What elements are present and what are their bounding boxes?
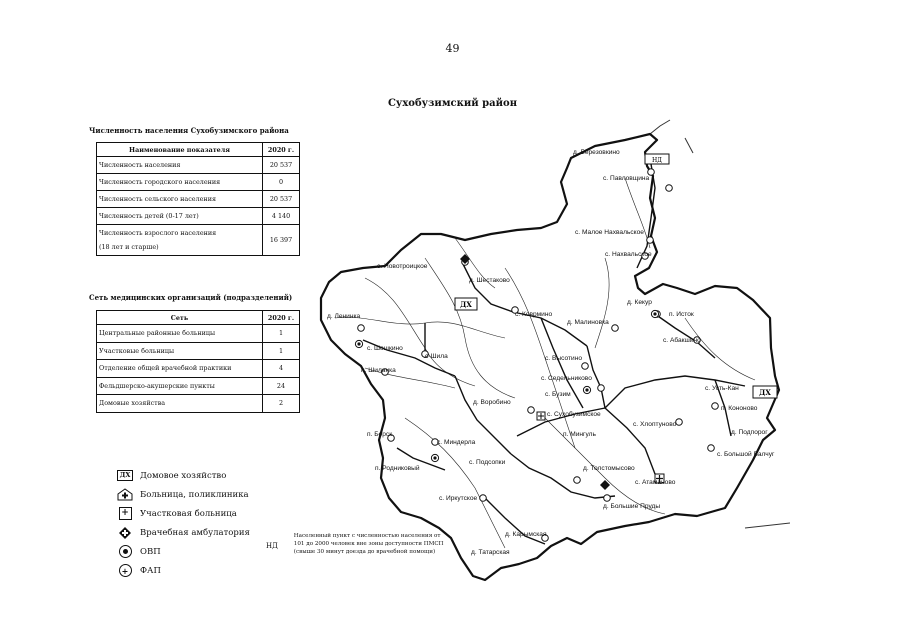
map-box-nd — [645, 154, 669, 164]
row-label: Фельдшерско-акушерские пункты — [97, 377, 263, 395]
settlement-label: с. Малое Нахвальское — [575, 229, 644, 236]
settlement-label: п. Борск — [367, 431, 393, 438]
note-symbol: НД — [266, 542, 278, 550]
settlement-label: д. Шестаково — [469, 277, 510, 284]
settlement-label: с. Сухобузимское — [547, 411, 601, 418]
table-row — [97, 191, 300, 208]
table-row — [97, 225, 300, 256]
row-value: 1 — [263, 342, 300, 360]
settlement-label: с. Высотино — [545, 355, 583, 362]
row-label: Численность городского населения — [97, 174, 263, 191]
row-label: Домовые хозяйства — [97, 395, 263, 413]
settlement-label: с. Подсопки — [469, 459, 506, 466]
row-label: Численность населения — [97, 157, 263, 174]
row-value: 20 537 — [263, 157, 300, 174]
page-number: 49 — [445, 42, 460, 55]
row-value: 1 — [263, 325, 300, 343]
settlement-label: п. Шиланка — [361, 367, 396, 374]
row-value: 24 — [263, 377, 300, 395]
settlement-label: д. Большие Пруды — [603, 503, 661, 510]
svg-text:НД: НД — [651, 157, 663, 164]
legend-label: Врачебная амбулатория — [140, 527, 250, 538]
row-value: 2 — [263, 395, 300, 413]
ovp-symbols — [355, 310, 658, 461]
table-row — [97, 174, 300, 191]
ovp-icon — [119, 545, 132, 558]
settlement-label: п. Исток — [669, 311, 694, 318]
settlement-label: с. Новотроицкое — [377, 263, 428, 270]
row-label: Численность сельского населения — [97, 191, 263, 208]
table-row — [97, 325, 300, 343]
legend-label: Домовое хозяйство — [140, 470, 227, 481]
settlement-label: с. Седельниково — [541, 375, 592, 382]
settlement-label: с. Бузим — [545, 391, 571, 398]
settlement-label: п. Кононово — [721, 405, 758, 412]
table-header: 2020 г. — [263, 143, 300, 157]
row-label: Численность взрослого населения (18 лет и старше) — [97, 225, 263, 256]
settlement-label: д. Подпорог — [731, 429, 768, 436]
row-value: 20 537 — [263, 191, 300, 208]
settlement-label: с-Шила — [425, 353, 448, 360]
map-legend — [114, 466, 250, 580]
map-box-dx-2 — [753, 386, 777, 398]
rivers — [335, 178, 755, 548]
settlement-label: д. Березовкино — [573, 149, 620, 156]
legend-label: ОВП — [140, 546, 161, 557]
settlement-label: д. Татарская — [471, 549, 510, 556]
table-row — [97, 157, 300, 174]
note-text: Населенный пункт с численностью населения от 101 до 2000 человек вне зоны доступности ПМСП (свыше 30 минут доезда до врачебной помощи) — [293, 533, 444, 555]
external-boundary — [650, 120, 790, 528]
row-value: 4 — [263, 360, 300, 378]
settlement-label: с. Усть-Кан — [705, 385, 739, 392]
legend-item — [114, 542, 250, 561]
settlement-label: д. Малиновка — [567, 319, 609, 326]
settlement-label: д. Толстомысово — [583, 465, 635, 472]
settlement-label: д. Карымская — [505, 531, 547, 538]
table-row — [97, 208, 300, 225]
row-label: Численность детей (0-17 лет) — [97, 208, 263, 225]
row-label: Отделение общей врачебной практики — [97, 360, 263, 378]
settlement-label: с. Иркутское — [439, 495, 478, 502]
table-row — [97, 342, 300, 360]
district-hospital-icon: + — [119, 507, 132, 520]
legend-item — [114, 523, 250, 542]
population-table — [96, 142, 300, 256]
legend-label: Участковая больница — [140, 508, 237, 519]
table-header: 2020 г. — [263, 311, 300, 325]
settlement-label: с. Хлоптуново — [633, 421, 677, 428]
row-value: 0 — [263, 174, 300, 191]
house-box-icon: ДХ — [117, 470, 134, 481]
legend-item — [114, 504, 250, 523]
table-header: Наименование показателя — [97, 143, 263, 157]
row-label: Центральные районные больницы — [97, 325, 263, 343]
settlement-label: с. Нахвальское — [605, 251, 652, 258]
legend-label: Больница, поликлиника — [140, 489, 249, 500]
table-row — [97, 395, 300, 413]
roads — [363, 158, 745, 544]
svg-text:ДХ: ДХ — [759, 388, 771, 397]
medical-table — [96, 310, 300, 413]
map-box-dx-1 — [455, 298, 477, 310]
population-table-caption: Численность населения Сухобузимского района — [89, 126, 289, 135]
legend-item — [114, 466, 250, 485]
legend-label: ФАП — [140, 565, 161, 576]
medical-table-caption: Сеть медицинских организаций (подразделений) — [89, 293, 293, 302]
legend-item — [114, 485, 250, 504]
table-header: Сеть — [97, 311, 263, 325]
ambulatory-icon — [118, 526, 132, 540]
settlement-label: д. Ленинка — [327, 313, 361, 320]
settlement-label: д. Воробино — [473, 399, 511, 406]
table-row — [97, 377, 300, 395]
row-label: Участковые больницы — [97, 342, 263, 360]
legend-item — [114, 561, 250, 580]
settlement-label: с. Большой Балчуг — [717, 451, 775, 458]
fap-icon: + — [119, 564, 132, 577]
settlement-label: п. Родниковый — [375, 465, 420, 472]
row-value: 4 140 — [263, 208, 300, 225]
settlement-label: с. Абакшино — [663, 337, 701, 344]
row-value: 16 397 — [263, 225, 300, 256]
table-row — [97, 360, 300, 378]
settlement-label: с. Миндерла — [437, 439, 476, 446]
svg-text:ДХ: ДХ — [460, 300, 472, 309]
ambulatory-symbols — [460, 254, 610, 490]
settlement-label: п. Мингуль — [563, 431, 596, 438]
hospital-icon — [117, 488, 133, 501]
settlement-label: с. Шошкино — [367, 345, 403, 352]
district-map — [305, 118, 790, 588]
settlement-label: с. Павловщина — [603, 175, 650, 182]
settlement-label: д. Кекур — [627, 299, 652, 306]
settlement-label: с. Коврмино — [515, 311, 553, 318]
settlement-label: с. Атаманово — [635, 479, 676, 486]
page-title: Сухобузимский район — [387, 98, 518, 109]
